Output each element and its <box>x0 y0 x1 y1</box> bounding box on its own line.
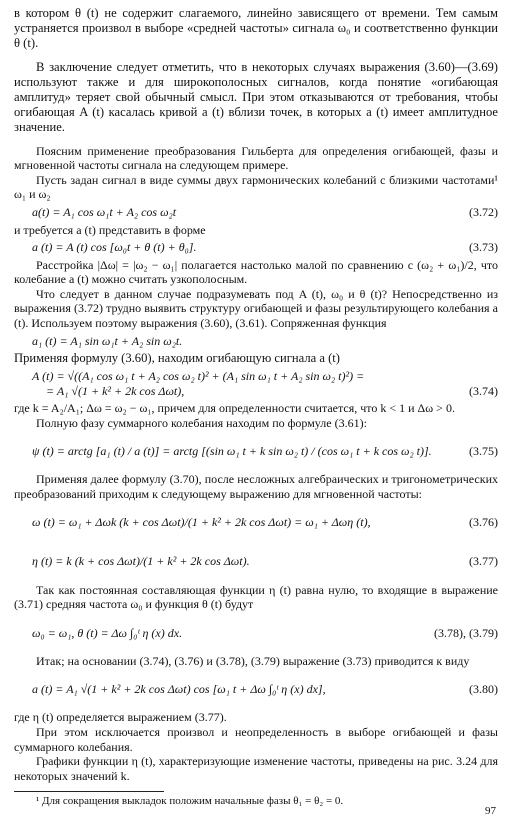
equation-formula: ψ (t) = arctg [a₁ (t) / a (t)] = arctg [(sin ω₁ t + k sin ω₂ t) / (cos ω₁ t + k cos ω₂ t)]. <box>32 444 432 459</box>
footnote: ¹ Для сокращения выкладок положим начальные фазы θ₁ = θ₂ = 0. <box>36 795 344 808</box>
paragraph-4: Пусть задан сигнал в виде суммы двух гармонических колебаний с близкими частотами¹ ω₁ и ω₂ <box>14 172 498 202</box>
footnote-divider <box>14 791 164 792</box>
equation-3-75 <box>32 433 498 469</box>
equation-3-77 <box>32 544 498 580</box>
equation-conjugate <box>32 334 498 349</box>
equation-number: (3.75) <box>469 444 498 459</box>
paragraph-13: Итак; на основании (3.74), (3.76) и (3.78), (3.79) выражение (3.73) приводится к виду <box>36 653 470 668</box>
equation-line-1: A (t) = √((A₁ cos ω₁ t + A₂ cos ω₂ t)² + (A₁ sin ω₁ t + A₂ sin ω₂ t)²) = <box>32 369 365 384</box>
equation-number: (3.73) <box>469 240 498 255</box>
equation-formula: a₁ (t) = A₁ sin ω₁t + A₂ sin ω₂t. <box>32 333 183 348</box>
equation-formula: a (t) = A (t) cos [ω₀t + θ (t) + θ₀]. <box>32 240 197 255</box>
paragraph-10: Полную фазу суммарного колебания находим по формуле (3.61): <box>36 415 367 430</box>
equation-number: (3.74) <box>469 383 498 398</box>
equation-number: (3.78), (3.79) <box>434 625 498 640</box>
equation-line-2: = A₁ √(1 + k² + 2k cos Δωt), <box>46 383 185 398</box>
equation-formula: ω (t) = ω₁ + Δωk (k + cos Δωt)/(1 + k² + 2k cos Δωt) = ω₁ + Δωη (t), <box>32 515 371 530</box>
page-number: 97 <box>485 805 496 818</box>
paragraph-11: Применяя далее формулу (3.70), после несложных алгебраических и тригонометрических преобразований приходим к следующему выражению для мгновенной частоты: <box>14 472 498 502</box>
equation-number: (3.72) <box>469 205 498 219</box>
paragraph-16: Графики функции η (t), характеризующие изменение частоты, приведены на рис. 3.24 для некоторых значений k. <box>14 754 498 783</box>
equation-number: (3.77) <box>469 554 498 569</box>
paragraph-5: и требуется a (t) представить в форме <box>14 222 206 237</box>
paragraph-15: При этом исключается произвол и неопределенность в выборе огибающей и фазы суммарного колебания. <box>14 725 498 754</box>
paragraph-8: Применяя формулу (3.60), находим огибающую сигнала a (t) <box>14 351 340 366</box>
equation-3-74 <box>32 369 498 398</box>
paragraph-6: Расстройка |Δω| = |ω₂ − ω₁| полагается настолько малой по сравнению с (ω₂ + ω₁)/2, что колебание a (t) можно считать узкополосным. <box>14 257 498 287</box>
equation-3-72 <box>32 205 498 220</box>
paragraph-9: где k = A₂/A₁; Δω = ω₂ − ω₁, причем для определенности считается, что k < 1 и Δω > 0. <box>14 401 455 416</box>
equation-formula: a (t) = A₁ √(1 + k² + 2k cos Δωt) cos [ω₁ t + Δω ∫₀ᵗ η (x) dx], <box>32 682 326 697</box>
equation-3-80 <box>32 671 498 707</box>
equation-lines <box>32 369 364 398</box>
equation-3-73 <box>32 240 498 255</box>
paragraph-14: где η (t) определяется выражением (3.77). <box>14 710 227 725</box>
equation-number: (3.76) <box>469 515 498 530</box>
equation-number: (3.80) <box>469 682 498 697</box>
equation-formula: η (t) = k (k + cos Δωt)/(1 + k² + 2k cos Δωt). <box>32 554 250 569</box>
paragraph-1: в котором θ (t) не содержит слагаемого, линейно зависящего от времени. Тем самым устраняется произвол в выборе «средней частоты» сигнала ω₀ и соответственно функции θ (t). <box>14 6 498 51</box>
equation-3-78-3-79 <box>32 615 498 651</box>
paragraph-7: Что следует в данном случае подразумевать под A (t), ω₀ и θ (t)? Непосредственно из выражения (3.72) трудно выявить структуру огибающей и фазы результирующего колебания a (t). Используем поэтому выражения (3.60), (3.61). Сопряженная функция <box>14 286 498 330</box>
paragraph-3: Поясним применение преобразования Гильберта для определения огибающей, фазы и мгновенной частоты сигнала на следующем примере. <box>14 143 498 173</box>
paragraph-12: Так как постоянная составляющая функции η (t) равна нулю, то входящие в выражение (3.71) средняя частота ω₀ и функция θ (t) будут <box>14 582 498 612</box>
equation-3-76 <box>32 505 498 541</box>
equation-formula: a(t) = A₁ cos ω₁t + A₂ cos ω₂t <box>32 205 177 219</box>
equation-formula: ω₀ = ω₁, θ (t) = Δω ∫₀ᵗ η (x) dx. <box>32 625 183 640</box>
paragraph-2: В заключение следует отметить, что в некоторых случаях выражения (3.60)—(3.69) используют также и для широкополосных сигналов, когда понятие «огибающая амплитуд» теряет свой обычный смысл. При этом отказываются от требования, чтобы огибающая A (t) касалась кривой a (t) вблизи точек, в которых a (t) имеет амплитудное значение. <box>14 59 498 135</box>
